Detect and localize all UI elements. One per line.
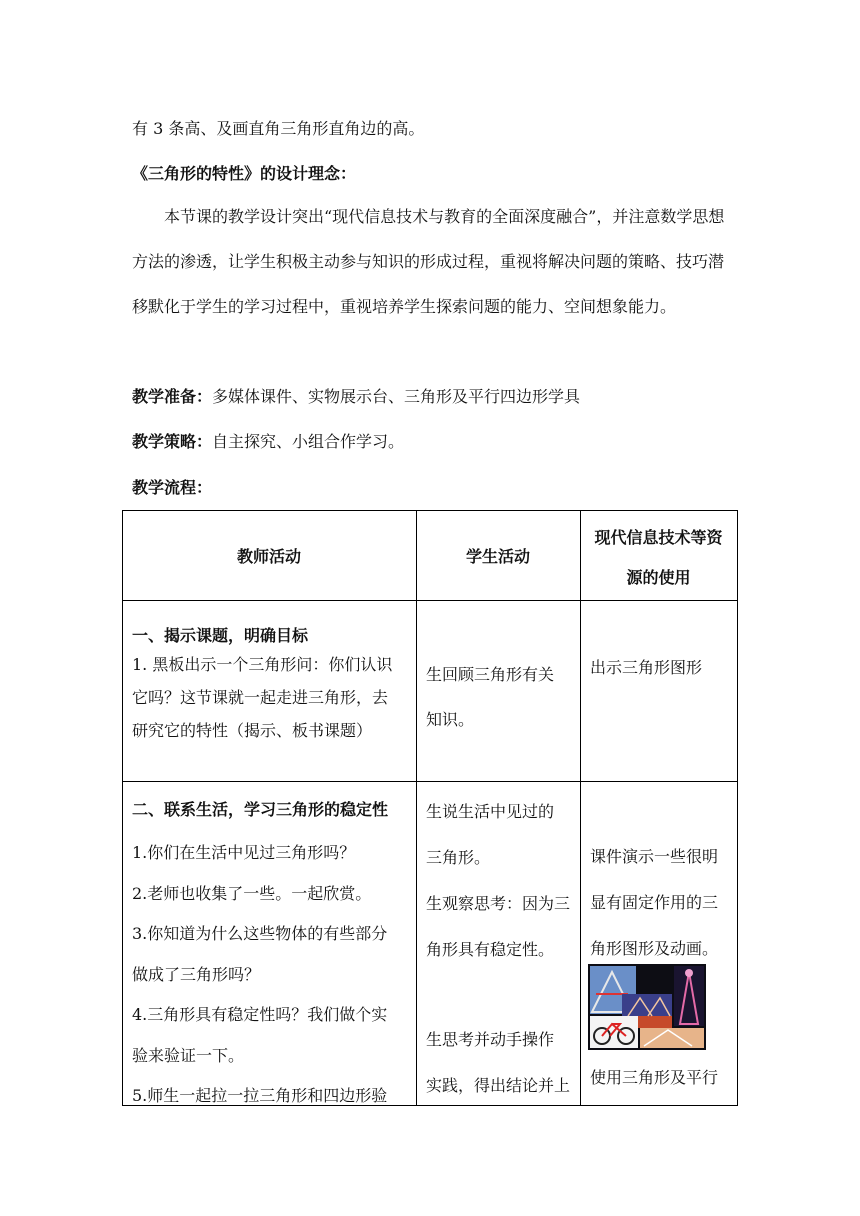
row2-teacher-line: 5.师生一起拉一拉三角形和四边形验 bbox=[132, 1086, 388, 1105]
row1-student-line: 知识。 bbox=[426, 710, 475, 729]
row2-student-line: 实践，得出结论并上 bbox=[426, 1076, 571, 1095]
row2-teacher bbox=[132, 833, 387, 1117]
prep-line bbox=[132, 387, 580, 407]
row2-student-line: 生说生活中见过的 bbox=[426, 802, 555, 821]
row2-tech-b: 使用三角形及平行 bbox=[590, 1068, 719, 1087]
row1-teacher bbox=[132, 648, 392, 747]
strategy-line bbox=[132, 432, 404, 452]
row2-tech-line: 课件演示一些很明 bbox=[590, 847, 719, 866]
row2-teacher-line: 验来验证一下。 bbox=[132, 1045, 245, 1065]
intro-line: 有 3 条高、及画直角三角形直角边的高。 bbox=[132, 119, 425, 138]
header-tech-line1: 现代信息技术等资 bbox=[594, 528, 723, 547]
strategy-label: 教学策略： bbox=[132, 432, 213, 451]
row2-teacher-line: 做成了三角形吗？ bbox=[132, 964, 261, 984]
teaching-flow-table bbox=[122, 510, 738, 1106]
row1-teacher-line: 1. 黑板出示一个三角形问：你们认识 bbox=[132, 655, 393, 674]
design-title: 《三角形的特性》的设计理念： bbox=[132, 164, 357, 183]
table-border-top bbox=[122, 510, 738, 511]
table-rule-row1 bbox=[122, 781, 738, 782]
prep-value: 多媒体课件、实物展示台、三角形及平行四边形学具 bbox=[212, 387, 581, 406]
row2-tech-line: 显有固定作用的三 bbox=[590, 893, 719, 912]
strategy-value: 自主探究、小组合作学习。 bbox=[212, 432, 405, 451]
prep-label: 教学准备： bbox=[132, 387, 213, 406]
header-tech-line2: 源的使用 bbox=[626, 568, 691, 587]
header-tech bbox=[580, 518, 737, 598]
bridge-bicycle-tower-photo-collage bbox=[588, 964, 706, 1050]
row2-title: 二、联系生活，学习三角形的稳定性 bbox=[132, 800, 389, 819]
row1-student bbox=[426, 652, 554, 742]
design-paragraph-text: 本节课的教学设计突出“现代信息技术与教育的全面深度融合”，并注意数学思想方法的渗透，让学生积极主动参与知识的形成过程，重视将解决问题的策略、技巧潜移默化于学生的学习过程中，重视培养学生探索问题的能力、空间想象能力。 bbox=[132, 207, 725, 316]
table-rule-header bbox=[122, 600, 738, 601]
row2-teacher-line: 4.三角形具有稳定性吗？我们做个实 bbox=[132, 1005, 388, 1024]
row2-teacher-line: 2.老师也收集了一些。一起欣赏。 bbox=[132, 883, 372, 903]
photo-collage-svg bbox=[588, 964, 706, 1050]
header-teacher: 教师活动 bbox=[236, 547, 301, 566]
row2-student-line: 角形具有稳定性。 bbox=[426, 940, 555, 959]
flow-label: 教学流程： bbox=[132, 478, 213, 497]
row2-student-line: 生观察思考：因为三 bbox=[426, 894, 571, 913]
design-paragraph bbox=[132, 194, 732, 329]
row2-student-b bbox=[426, 1017, 570, 1109]
row2-tech-line: 角形图形及动画。 bbox=[590, 939, 719, 958]
row1-title: 一、揭示课题，明确目标 bbox=[132, 626, 309, 645]
row1-student-line: 生回顾三角形有关 bbox=[426, 665, 555, 684]
row2-student-line: 生思考并动手操作 bbox=[426, 1030, 555, 1049]
row2-student-a bbox=[426, 789, 570, 973]
row2-tech-a bbox=[590, 834, 718, 972]
row2-teacher-line: 3.你知道为什么这些物体的有些部分 bbox=[132, 924, 388, 943]
row1-teacher-line: 它吗？这节课就一起走进三角形，去 bbox=[132, 688, 389, 707]
row1-teacher-line: 研究它的特性（揭示、板书课题） bbox=[132, 721, 373, 740]
row2-teacher-line: 1.你们在生活中见过三角形吗？ bbox=[132, 843, 356, 862]
row2-student-line: 三角形。 bbox=[426, 848, 491, 867]
row1-tech: 出示三角形图形 bbox=[590, 658, 703, 677]
header-student: 学生活动 bbox=[465, 547, 530, 566]
